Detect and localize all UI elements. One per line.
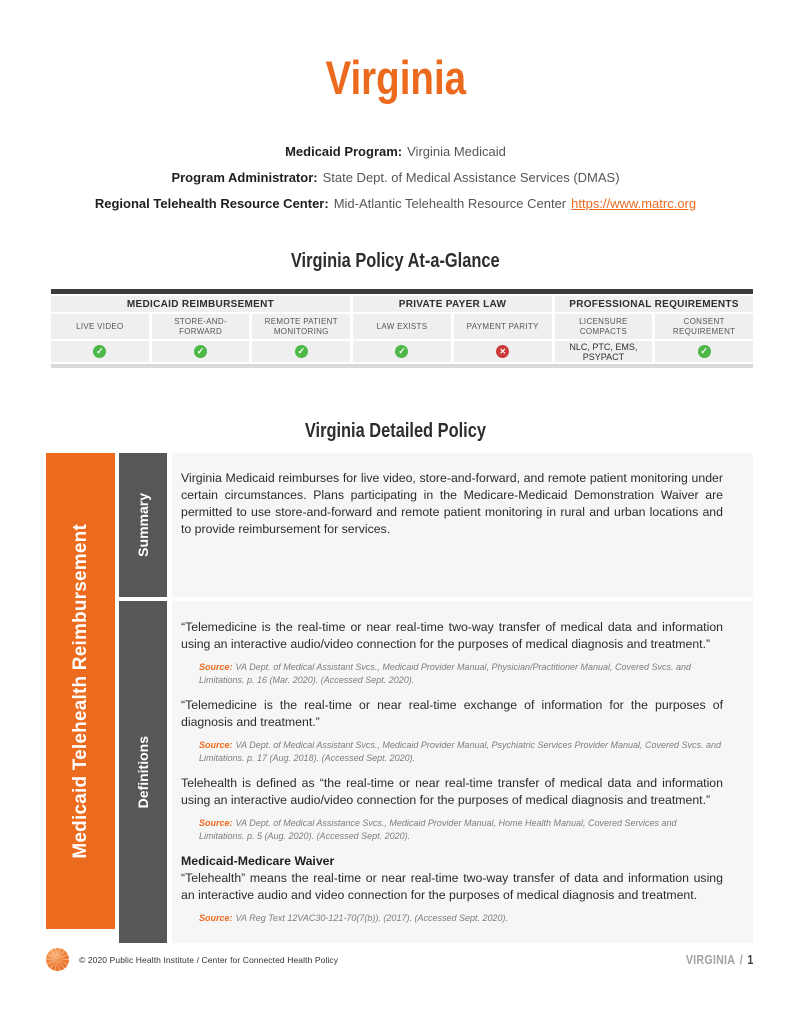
resource-center-label: Regional Telehealth Resource Center: xyxy=(94,196,329,211)
col-licensure-compacts: LICENSURE COMPACTS xyxy=(555,314,653,339)
value-law-exists xyxy=(353,341,451,362)
col-consent-requirement: CONSENT REQUIREMENT xyxy=(655,314,753,339)
table-bottom-border xyxy=(51,364,753,368)
group-medicaid-reimbursement: MEDICAID REIMBURSEMENT xyxy=(51,296,350,312)
program-administrator-label: Program Administrator: xyxy=(171,170,318,185)
check-icon: ✓ xyxy=(295,345,308,358)
definitions-row xyxy=(119,601,753,943)
summary-text: Virginia Medicaid reimburses for live video, store-and-forward, and remote patient monitoring under certain circumstances. Plans participating in the Medicare-Medicaid Demonstration Waiver are permitted to use store-and-forward and remote patient monitoring in rural and urban locations and to provide reimbursement for services. xyxy=(181,471,723,536)
value-licensure-compacts: NLC, PTC, EMS, PSYPACT xyxy=(555,341,653,362)
program-administrator-value: State Dept. of Medical Assistance Services (DMAS) xyxy=(322,170,620,185)
check-icon: ✓ xyxy=(194,345,207,358)
value-remote-patient-monitoring xyxy=(252,341,350,362)
col-law-exists: LAW EXISTS xyxy=(353,314,451,339)
definition-source xyxy=(199,661,723,687)
source-label: Source: xyxy=(199,818,233,828)
group-private-payer-law: PRIVATE PAYER LAW xyxy=(353,296,552,312)
check-icon: ✓ xyxy=(698,345,711,358)
detailed-section-title: Virginia Detailed Policy xyxy=(304,420,487,442)
page-footer xyxy=(46,948,753,971)
definition-heading: Medicaid-Medicare Waiver xyxy=(181,854,335,868)
medicaid-program-label: Medicaid Program: xyxy=(285,144,403,159)
resource-center-link[interactable]: https://www.matrc.org xyxy=(571,196,697,211)
value-store-and-forward xyxy=(152,341,250,362)
definitions-sidebar xyxy=(119,601,167,943)
source-citation: VA Reg Text 12VAC30-121-70(7(b)). (2017). (Accessed Sept. 2020). xyxy=(235,913,508,923)
source-label: Source: xyxy=(199,913,233,923)
value-consent-requirement xyxy=(655,341,753,362)
summary-sidebar-label: Summary xyxy=(135,493,151,557)
table-group-header-row xyxy=(51,296,753,312)
col-payment-parity: PAYMENT PARITY xyxy=(454,314,552,339)
category-sidebar-label: Medicaid Telehealth Reimbursement xyxy=(69,523,91,859)
definition-text: Telehealth is defined as “the real-time or near real-time transfer of medical data and information using an interactive audio/video connection for the purposes of medical diagnosis and treatment.” xyxy=(181,776,723,807)
col-store-and-forward: STORE-AND-FORWARD xyxy=(152,314,250,339)
group-professional-requirements: PROFESSIONAL REQUIREMENTS xyxy=(555,296,753,312)
info-line-program-administrator xyxy=(0,165,791,191)
summary-sidebar xyxy=(119,453,167,597)
program-info xyxy=(0,139,791,217)
definition-source xyxy=(199,817,723,843)
summary-content xyxy=(172,453,753,597)
cchp-logo-icon xyxy=(46,948,69,971)
definitions-content xyxy=(172,601,753,943)
value-live-video xyxy=(51,341,149,362)
definition-source xyxy=(199,912,723,925)
source-label: Source: xyxy=(199,662,233,672)
page-number: 1 xyxy=(747,952,753,967)
source-citation: VA Dept. of Medical Assistance Svcs., Medicaid Provider Manual, Home Health Manual, Covered Services and Limitations. p. 5 (Aug. 2020). (Accessed Sept. 2020). xyxy=(199,818,677,841)
table-value-row xyxy=(51,341,753,362)
resource-center-value: Mid-Atlantic Telehealth Resource Center xyxy=(333,196,567,211)
check-icon: ✓ xyxy=(93,345,106,358)
info-line-resource-center xyxy=(0,191,791,217)
definitions-sidebar-label: Definitions xyxy=(135,735,151,809)
detailed-policy-section xyxy=(46,453,753,929)
definition-source xyxy=(199,739,723,765)
glance-section-title: Virginia Policy At-a-Glance xyxy=(291,250,500,272)
summary-row xyxy=(119,453,753,597)
cross-icon: ✕ xyxy=(496,345,509,358)
definition-text: “Telemedicine is the real-time or near real-time exchange of information for the purposes of diagnosis and treatment.” xyxy=(181,698,723,729)
page-separator: / xyxy=(739,952,743,967)
check-icon: ✓ xyxy=(395,345,408,358)
definition-text: “Telemedicine is the real-time or near real-time two-way transfer of medical data and information using an interactive audio/video connection for the purposes of medical diagnosis and treatment.” xyxy=(181,620,723,651)
medicaid-program-value: Virginia Medicaid xyxy=(407,144,506,159)
policy-glance-table xyxy=(51,289,753,368)
table-column-header-row xyxy=(51,314,753,339)
source-citation: VA Dept. of Medical Assistant Svcs., Medicaid Provider Manual, Physician/Practitioner Manual, Covered Svcs. and Limitations. p. 16 (Mar. 2020). (Accessed Sept. 2020). xyxy=(199,662,692,685)
col-remote-patient-monitoring: REMOTE PATIENT MONITORING xyxy=(252,314,350,339)
col-live-video: LIVE VIDEO xyxy=(51,314,149,339)
value-payment-parity xyxy=(454,341,552,362)
page-number-label xyxy=(671,952,753,967)
category-sidebar xyxy=(46,453,115,929)
source-label: Source: xyxy=(199,740,233,750)
page-title: Virginia xyxy=(325,51,466,104)
table-top-border xyxy=(51,289,753,294)
info-line-medicaid-program xyxy=(0,139,791,165)
definition-text: “Telehealth” means the real-time or near real-time two-way transfer of data and information using an interactive audio and video connection for the purposes of medical diagnosis and treatment. xyxy=(181,871,723,902)
page-state-text: VIRGINIA xyxy=(685,952,735,967)
copyright-text: © 2020 Public Health Institute / Center for Connected Health Policy xyxy=(79,954,339,965)
source-citation: VA Dept. of Medical Assistant Svcs., Medicaid Provider Manual, Psychiatric Services Provider Manual, Covered Svcs. and Limitations. p. 17 (Aug. 2018). (Accessed Sept. 2020). xyxy=(199,740,722,763)
